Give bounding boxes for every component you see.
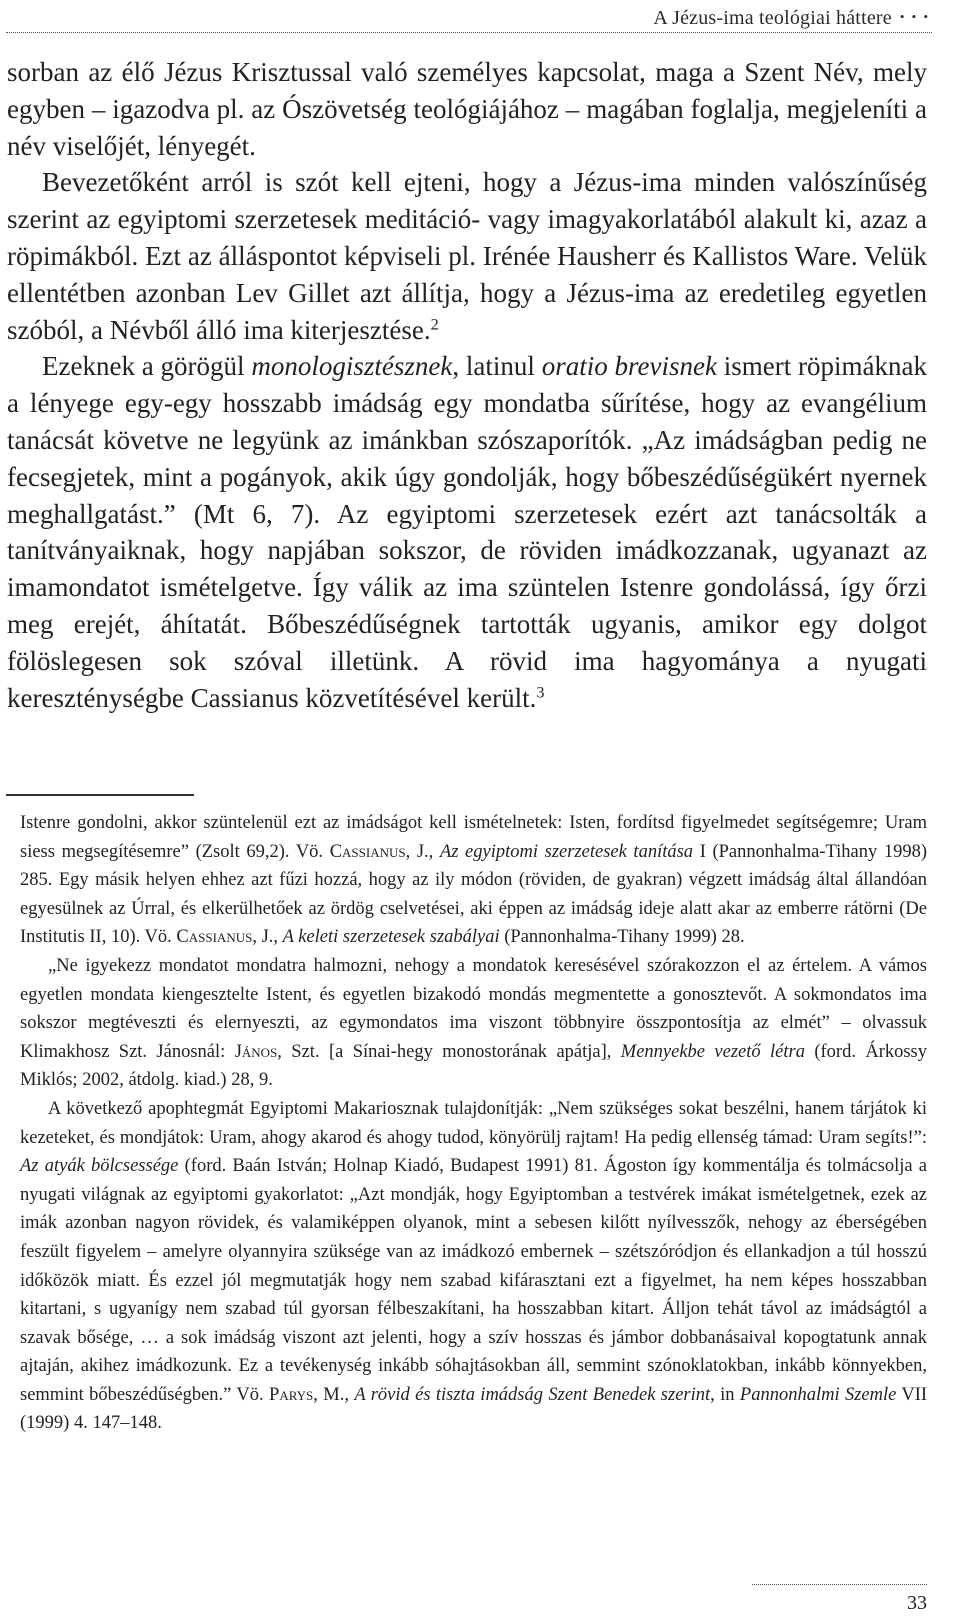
author-janos (235, 1042, 278, 1062)
footnote-text: (Pannonhalma-Tihany 1999) 28. (504, 927, 745, 948)
author-initial: P (269, 1384, 280, 1405)
footnote-text: , J., (405, 841, 434, 862)
paragraph-1: sorban az élő Jézus Krisztussal való személyes kapcsolat, maga a Szent Név, mely egyben – igazodva pl. az Ószövetség teológiájához – magában foglalja, megjeleníti a név viselőjét, lényegét. (7, 57, 927, 161)
footnote-2 (20, 952, 927, 1095)
paragraph-3 (7, 348, 927, 716)
footnote-ref-2: 2 (430, 314, 439, 333)
book-title: Az atyák bölcsessége (20, 1156, 179, 1177)
paragraph-2-text: Bevezetőként arról is szót kell ejteni, hogy a Jézus-ima minden valószínűség szerint az egyiptomi szerzetesek meditáció- vagy imagyakorlatából alakult ki, azaz a röpimákból. Ezt az álláspontot képviseli pl. Irénée Hausherr és Kallistos Ware. Velük ellentétben azonban Lev Gillet azt állítja, hogy a Jézus-ima az eredetileg egyetlen szóból, a Névből álló ima kiterjesztése. (7, 167, 927, 345)
footnote-text: , M., (313, 1384, 349, 1405)
author-rest: assianus (342, 841, 406, 862)
author-initial: C (329, 841, 343, 862)
footnote-text: (ford. Árkossy Miklós; 2002, átdolg. kiad.) 28, 9. (20, 1041, 928, 1091)
main-text (7, 54, 927, 716)
author-initial: J (234, 1041, 242, 1062)
paragraph-3-text: Ezeknek a görögül (42, 351, 245, 382)
author-initial: C (176, 927, 189, 948)
footnote-text: (ford. Baán István; Holnap Kiadó, Budapest 1991) 81. Ágoston így kommentálja és tolmácsolja a nyugati világnak az egyiptomi gyakorlatot: „Azt mondják, hogy Egyiptomban a testvérek imákat ismételgetnek, ezek az imák azonban nagyon rövidek, és valamiképpen olyanok, mint a sebesen kilőtt nyílvesszők, nehogy az éberségében feszült figyelem – amelyre olyannyira szüksége van az imádkozó embernek – szétszóródjon és ellankadjon a túl hosszú időközök miatt. És ezzel jól megmutatják hogy nem szabad kifárasztani ezt a figyelmet, ha nem képes hosszabban kitartani, s ugyanígy nem szabad túl gyorsan félbeszakítani, ha hosszabban kitart. Álljon tehát távol az imádságtól a szavak bősége, … a sok imádság viszont azt jelenti, hogy a szív hosszas és jámbor dobbanásaival kopogtatunk annak ajtaján, akihez imádkozunk. Ez a tevékenység inkább sóhajtásokban áll, semmint szónoklatokban, inkább könnyekben, semmint bőbeszédűségben.” Vö. (20, 1156, 928, 1405)
paragraph-2 (7, 164, 927, 348)
footnote-text: Istenre gondolni, akkor szüntelenül ezt az imádságot kell ismételnetek: Isten, fordítsd figyelmedet segítségemre; Uram siess megsegítésemre” (Zsolt 69,2). Vö. (20, 813, 927, 862)
footer-rule (752, 1584, 927, 1585)
paragraph-3-text: , latinul (452, 351, 535, 382)
paragraph-3-text: ismert röpimáknak a lényege egy-egy hosszabb imádság egy mondatba sűrítése, hogy az evangélium tanácsát követve ne legyünk az imánkban szószaporítók. „Az imádságban pedig ne fecsegjetek, mint a pogányok, akik úgy gondolják, hogy bőbeszédűségükért nyernek meghallgatást.” (Mt 6, 7). Az egyiptomi szerzetesek ezért azt tanácsolták a tanítványaiknak, hogy napjában sokszor, de röviden imádkozzanak, ugyanazt az imamondatot ismételgetve. Így válik az ima szüntelen Istenre gondolássá, így őrzi meg erejét, áhítatát. Bőbeszédűségnek tartották ugyanis, amikor egy dolgot fölöslegesen sok szóval illetünk. A rövid ima hagyománya a nyugati kereszténységbe Cassianus közvetítésével került. (7, 351, 928, 713)
book-title: Az egyiptomi szerzetesek tanítása (439, 841, 694, 862)
footnote-3 (20, 1095, 927, 1438)
book-title: A keleti szerzetesek szabályai (282, 927, 500, 948)
term-oratio-brevis: oratio brevisnek (541, 351, 717, 382)
footnote-ref-3: 3 (536, 682, 545, 701)
author-cassianus (330, 842, 406, 862)
footnote-separator (6, 794, 194, 796)
footnote-text: „Ne igyekezz mondatot mondatra halmozni, nehogy a mondatok keresésével szórakozzon el az értelem. A vámos egyetlen mondata kiengesztelte Istent, és egyetlen bizakodó mondás megmentette a gonosztevőt. A sokmondatos ima sokszor megtéveszti és elernyeszti, az egymondatos ima viszont többnyire összpontosítja az elmét” – olvassuk Klimakhosz Szt. Jánosnál: (20, 955, 927, 1062)
author-parys (269, 1385, 313, 1405)
footnote-text: , in (710, 1384, 735, 1405)
header-rule (6, 32, 932, 33)
book-title: Mennyekbe vezető létra (620, 1041, 805, 1062)
author-rest: arys (279, 1384, 314, 1405)
footnote-text: , Szt. [a Sínai-hegy monostorának apátja], (277, 1041, 612, 1062)
footnote-text: I (Pannonhalma-Tihany 1998) 285. Egy másik helyen ehhez azt fűzi hozzá, hogy az ily módon (röviden, de gyakran) végzett imádság által állandóan egyesülnek az Úrral, és elkerülhetőek az ördög cselvetései, aki éppen az imádság ideje alatt akar az emberre rátörni (De Institutis II, 10). Vö. (20, 841, 928, 948)
footnote-text: VII (1999) 4. 147–148. (20, 1384, 928, 1434)
author-rest: assianus (188, 927, 253, 948)
ornament-dots: • • • (899, 9, 930, 24)
footnote-text: A következő apophtegmát Egyiptomi Makariosznak tulajdonítják: „Nem szükséges sokat beszélni, hanem tárjátok ki kezeteket, és mondjátok: Uram, ahogy akarod és ahogy tudod, könyörülj rajtam! Ha pedig ellenség támad: Uram segíts!”: (20, 1098, 927, 1148)
author-cassianus (176, 927, 252, 947)
running-title: A Jézus-ima teológiai háttere (653, 7, 892, 29)
article-title: A rövid és tiszta imádság Szent Benedek szerint (354, 1384, 711, 1405)
page-number: 33 (907, 1592, 927, 1614)
footnote-1-continuation (20, 809, 927, 952)
running-header (653, 4, 930, 34)
term-monologisztesz: monologisztésznek (251, 351, 453, 382)
journal-title: Pannonhalmi Szemle (739, 1384, 897, 1405)
author-rest: ános (241, 1041, 278, 1062)
footnotes (20, 809, 927, 1438)
footnote-text: , J., (252, 927, 279, 948)
